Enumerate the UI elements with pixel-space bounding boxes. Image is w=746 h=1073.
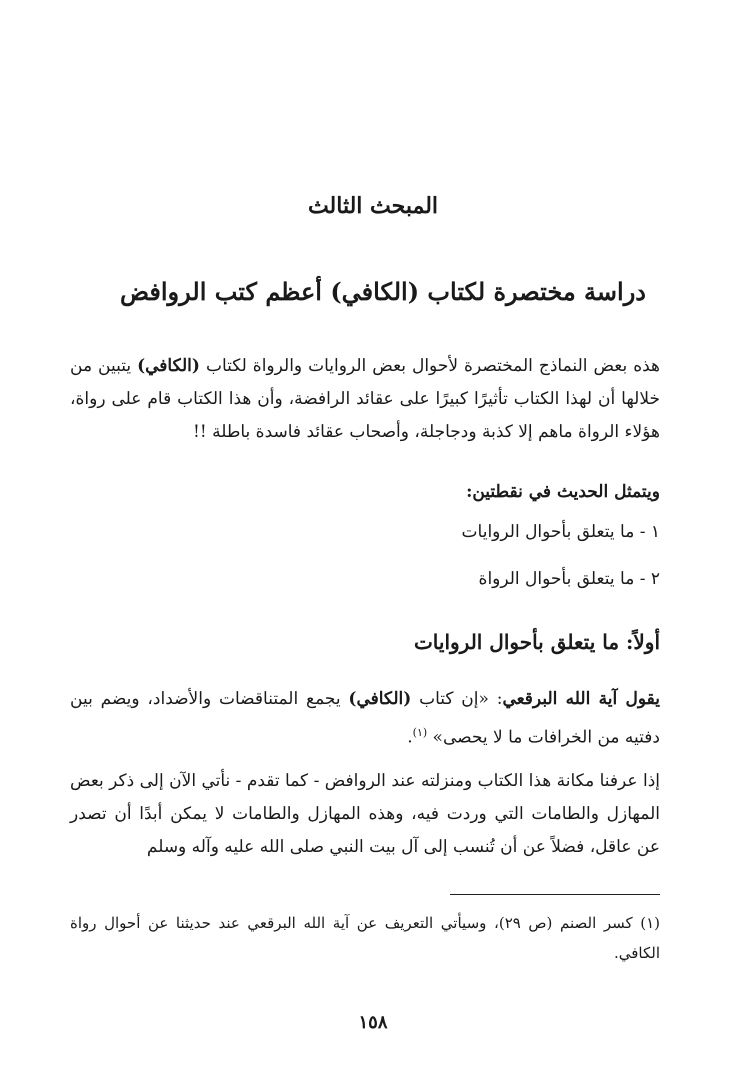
point-item-1: ١ - ما يتعلق بأحوال الروايات: [461, 522, 660, 542]
intro-text-after: يتبين من خلالها أن لهذا الكتاب تأثيرًا كبيرًا على عقائد الرافضة، وأن هذا الكتاب قام على رواة، هؤلاء الرواة ماهم إلا كذبة ودجاجلة، وأصحاب عقائد فاسدة باطلة !!: [70, 356, 660, 442]
points-intro: ويتمثل الحديث في نقطتين:: [466, 482, 660, 502]
point-item-2: ٢ - ما يتعلق بأحوال الرواة: [478, 569, 660, 589]
intro-text-before: هذه بعض النماذج المختصرة لأحوال بعض الروايات والرواة لكتاب: [199, 356, 660, 376]
intro-paragraph: [70, 350, 660, 449]
section-title: المبحث الثالث: [307, 193, 439, 219]
footnote-reference[interactable]: (١): [412, 726, 428, 739]
subheading: أولاً: ما يتعلق بأحوال الروايات: [413, 630, 660, 654]
footnote: (١) كسر الصنم (ص ٢٩)، وسيأتي التعريف عن آية الله البرقعي عند حديثنا عن أحوال رواة الكافي.: [70, 914, 661, 962]
quote-book-name: (الكافي): [348, 689, 412, 709]
footnote-separator: [450, 894, 660, 895]
quote-paragraph: [70, 683, 660, 755]
closing-paragraph: إذا عرفنا مكانة هذا الكتاب ومنزلته عند الروافض - كما تقدم - نأتي الآن إلى ذكر بعض المهازل والطامات التي وردت فيه، وهذه المهازل والطامات لا يمكن أبدًا أن تصدر عن عاقل، فضلاً عن أن تُنسب إلى آل بيت النبي صلى الله عليه وآله وسلم: [70, 771, 660, 857]
quote-text-before: : «إن كتاب: [411, 689, 503, 709]
book-name: (الكافي): [137, 356, 200, 376]
chapter-title: دراسة مختصرة لكتاب (الكافي) أعظم كتب الروافض: [120, 277, 646, 306]
quote-end: .: [407, 727, 413, 748]
page-number: ١٥٨: [358, 1012, 388, 1033]
quote-speaker: يقول آية الله البرقعي: [502, 689, 660, 709]
quote-text-after: يجمع المتناقضات والأضداد، ويضم بين دفتيه من الخرافات ما لا يحصى»: [70, 689, 660, 748]
